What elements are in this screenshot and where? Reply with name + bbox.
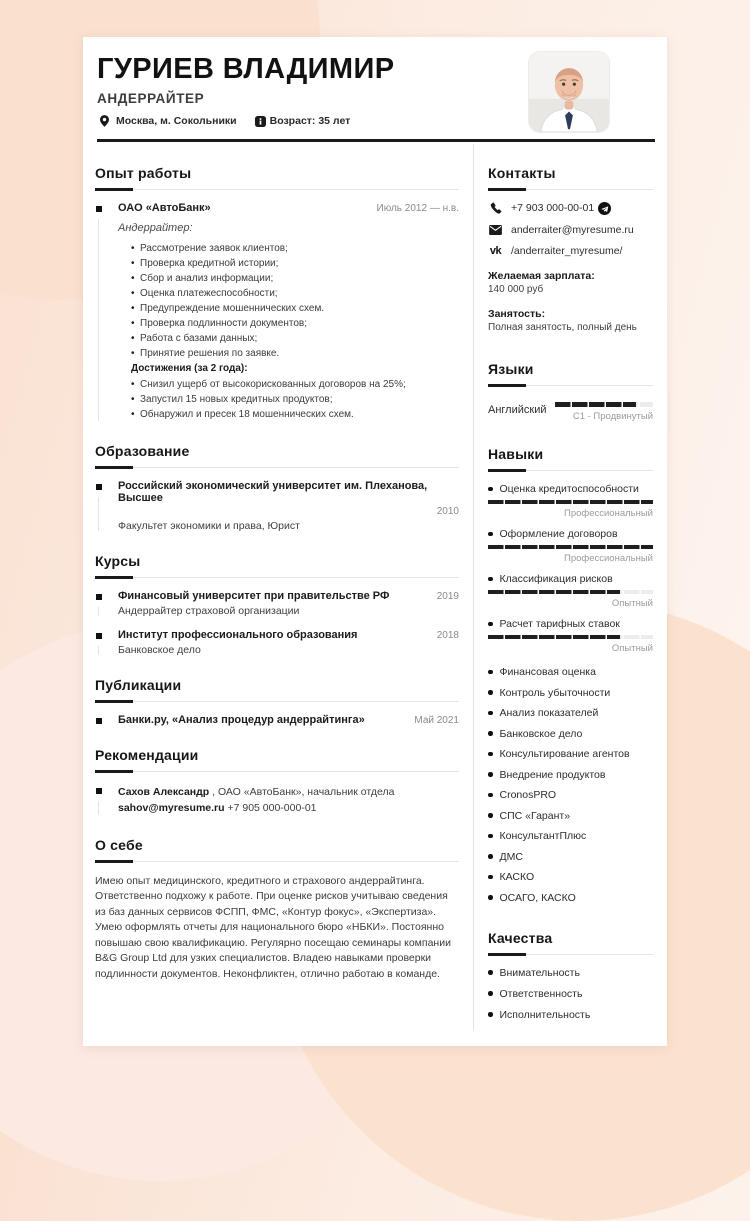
qualities-list	[488, 967, 653, 1021]
info-icon	[255, 116, 266, 127]
education-subtitle: Факультет экономики и права, Юрист	[118, 519, 300, 532]
skill-bar	[488, 590, 653, 594]
phone-icon	[488, 202, 503, 214]
company-name: ОАО «АвтоБанк»	[118, 201, 211, 214]
course-subtitle: Банковское дело	[118, 643, 201, 656]
achievement: • Снизил ущерб от высокорискованных договоров на 25%;	[131, 377, 459, 392]
section-heading: О себе	[95, 836, 143, 853]
duty: • Принятие решения по заявке.	[131, 346, 459, 361]
section-heading: Опыт работы	[95, 164, 192, 181]
section-rule	[95, 189, 459, 190]
quality-item: Исполнительность	[488, 1009, 653, 1021]
location-text: Москва, м. Сокольники	[116, 115, 237, 127]
skill-plain: CronosPRO	[488, 789, 653, 801]
section-qualities	[488, 930, 653, 1021]
language-level: C1 - Продвинутый	[572, 411, 653, 422]
section-courses	[95, 553, 459, 656]
header-divider	[97, 139, 655, 142]
bullet-dot	[488, 1012, 493, 1017]
publication-item	[95, 714, 459, 726]
bullet-dot	[488, 813, 493, 818]
duty: • Работа с базами данных;	[131, 331, 459, 346]
section-publications	[95, 677, 459, 726]
age	[255, 115, 351, 127]
skill-name: Расчет тарифных ставок	[499, 618, 620, 630]
course-item	[95, 629, 459, 656]
section-heading: Навыки	[488, 446, 544, 462]
section-heading: Контакты	[488, 164, 556, 181]
bullet-dot	[488, 834, 493, 839]
skill-rated	[488, 573, 653, 609]
referee-info: , ОАО «АвтоБанк», начальник отдела	[209, 785, 395, 798]
skill-rated	[488, 618, 653, 654]
bullet-dot	[488, 772, 493, 777]
envelope-icon	[488, 225, 503, 235]
skill-level: Опытный	[611, 643, 653, 654]
skill-name: Классификация рисков	[499, 573, 613, 585]
duty: • Рассмотрение заявок клиентов;	[131, 241, 459, 256]
section-rule	[488, 954, 653, 955]
course-subtitle: Андеррайтер страховой организации	[118, 604, 300, 617]
skill-plain: Консультирование агентов	[488, 748, 653, 760]
contact-vk-row	[488, 245, 653, 257]
skill-plain: СПС «Гарант»	[488, 810, 653, 822]
bullet-dot	[488, 487, 493, 492]
duty: • Оценка платежеспособности;	[131, 286, 459, 301]
bullet-dot	[488, 577, 493, 582]
experience-item	[95, 202, 459, 422]
section-heading: Рекомендации	[95, 746, 199, 763]
employment-value: Полная занятость, полный день	[488, 322, 637, 333]
skill-bar-fill	[488, 635, 620, 639]
bullet-dot	[488, 731, 493, 736]
quality-item: Ответственность	[488, 988, 653, 1000]
employment-label: Занятость:	[488, 308, 546, 320]
skill-plain: Контроль убыточности	[488, 687, 653, 699]
achievement: • Запустил 15 новых кредитных продуктов;	[131, 392, 459, 407]
bullet-dot	[488, 895, 493, 900]
education-title: Российский экономический университет им. Плеханова, Высшее	[118, 479, 428, 504]
location	[97, 115, 237, 127]
publication-date: Май 2021	[414, 714, 459, 726]
referee-email[interactable]: sahov@myresume.ru	[118, 801, 225, 814]
section-recommendations	[95, 747, 459, 816]
skill-bar-fill	[488, 500, 653, 504]
achievement: • Обнаружил и пресек 18 мошеннических схем.	[131, 407, 459, 422]
section-rule	[488, 470, 653, 471]
skill-plain: Банковское дело	[488, 728, 653, 740]
section-about	[95, 837, 459, 983]
vk-icon: vk	[489, 245, 502, 257]
skill-plain: КАСКО	[488, 871, 653, 883]
skill-bar	[488, 500, 653, 504]
section-contacts	[488, 165, 653, 334]
duty: • Проверка кредитной истории;	[131, 256, 459, 271]
section-heading: Курсы	[95, 552, 141, 569]
achievements-label: Достижения (за 2 года):	[131, 362, 248, 374]
bullet-dot	[488, 970, 493, 975]
telegram-icon[interactable]	[598, 202, 611, 215]
contact-phone-row	[488, 202, 653, 216]
referee-name: Сахов Александр	[118, 785, 210, 798]
publication-title: Банки.ру, «Анализ процедур андеррайтинга»	[118, 713, 365, 726]
skill-bar	[488, 635, 653, 639]
section-education	[95, 443, 459, 532]
salary-block	[488, 270, 653, 295]
candidate-title: АНДЕРРАЙТЕР	[97, 91, 205, 106]
section-heading: Качества	[488, 929, 553, 946]
section-heading: Языки	[488, 361, 534, 377]
salary-value: 140 000 руб	[488, 284, 544, 295]
course-title: Институт профессионального образования	[118, 628, 358, 641]
skill-bar-fill	[488, 590, 620, 594]
skill-level: Профессиональный	[564, 508, 653, 519]
contact-email[interactable]: anderraiter@myresume.ru	[511, 224, 634, 236]
bullet-dot	[488, 875, 493, 880]
skill-rated	[488, 528, 653, 564]
skill-plain: Анализ показателей	[488, 707, 653, 719]
resume-card	[83, 37, 667, 1046]
duty: • Сбор и анализ информации;	[131, 271, 459, 286]
resume-header	[95, 51, 655, 142]
course-item	[95, 590, 459, 617]
skill-level: Профессиональный	[564, 553, 653, 564]
experience-role: Андеррайтер:	[118, 221, 193, 234]
experience-period: Июль 2012 — н.в.	[376, 202, 459, 214]
section-rule	[488, 189, 653, 190]
education-item	[95, 480, 459, 532]
language-name: Английский	[488, 404, 547, 416]
duty: • Проверка подлинности документов;	[131, 316, 459, 331]
section-experience	[95, 165, 459, 422]
section-skills	[488, 446, 653, 904]
section-rule	[95, 771, 459, 772]
bullet-dot	[488, 690, 493, 695]
section-languages	[488, 361, 653, 422]
duty: • Предупреждение мошеннических схем.	[131, 301, 459, 316]
skill-plain: ДМС	[488, 851, 653, 863]
skill-level: Опытный	[611, 598, 653, 609]
about-text: Имею опыт медицинского, кредитного и страхового андеррайтинга. Ответственно подхожу к работе. При оценке рисков учитываю сведения из баз данных сервисов ФСПП, ФМС, «Контур фокус», «Экспертиза». Умею оформлять отчеты для национального бюро «НБКИ». Постоянно повышаю свою квалификацию. Регулярно посещаю семинары компании B&G Group Ltd для узких специалистов. Владею навыками проверки подлинности документов. Неконфликтен, отлично работаю в команде.	[95, 874, 451, 980]
candidate-name: ГУРИЕВ ВЛАДИМИР	[97, 53, 395, 85]
skill-bar-fill	[488, 545, 653, 549]
pin-icon	[97, 115, 112, 127]
bullet-dot	[488, 711, 493, 716]
contact-phone[interactable]: +7 903 000-00-01	[511, 202, 611, 216]
skill-name: Оценка кредитоспособности	[499, 483, 639, 495]
employment-block	[488, 308, 653, 333]
achievements-list	[118, 377, 459, 422]
skill-name: Оформление договоров	[499, 528, 618, 540]
section-rule	[95, 861, 459, 862]
skills-plain-list	[488, 666, 653, 904]
quality-item: Внимательность	[488, 967, 653, 979]
skill-plain: Внедрение продуктов	[488, 769, 653, 781]
section-rule	[95, 577, 459, 578]
profile-photo	[528, 51, 610, 133]
bullet-dot	[488, 991, 493, 996]
skill-plain: ОСАГО, КАСКО	[488, 892, 653, 904]
skill-plain: КонсультантПлюс	[488, 830, 653, 842]
sidebar-column	[473, 144, 653, 1030]
bullet-dot	[488, 752, 493, 757]
skill-bar	[488, 545, 653, 549]
contact-vk[interactable]: /anderraiter_myresume/	[511, 245, 623, 257]
language-item	[488, 402, 653, 422]
contact-email-row	[488, 224, 653, 236]
skill-rated	[488, 483, 653, 519]
section-heading: Образование	[95, 442, 190, 459]
course-year: 2018	[436, 629, 459, 641]
section-rule	[95, 701, 459, 702]
main-column	[95, 144, 473, 1030]
bullet-dot	[488, 793, 493, 798]
language-bar-fill	[555, 402, 636, 407]
section-heading: Публикации	[95, 676, 182, 693]
referee-phone[interactable]: +7 905 000-000-01	[224, 801, 317, 814]
bullet-dot	[488, 854, 493, 859]
bullet-dot	[488, 670, 493, 675]
course-title: Финансовый университет при правительстве РФ	[118, 589, 390, 602]
section-rule	[488, 385, 653, 386]
duties-list	[118, 241, 459, 361]
bullet-dot	[488, 622, 493, 627]
age-text: Возраст: 35 лет	[269, 115, 351, 127]
section-rule	[95, 467, 459, 468]
education-year: 2010	[436, 505, 459, 517]
language-bar	[555, 402, 653, 407]
bullet-dot	[488, 532, 493, 537]
course-year: 2019	[436, 590, 459, 602]
salary-label: Желаемая зарплата:	[488, 270, 595, 282]
skill-plain: Финансовая оценка	[488, 666, 653, 678]
recommendation-item	[95, 784, 459, 816]
